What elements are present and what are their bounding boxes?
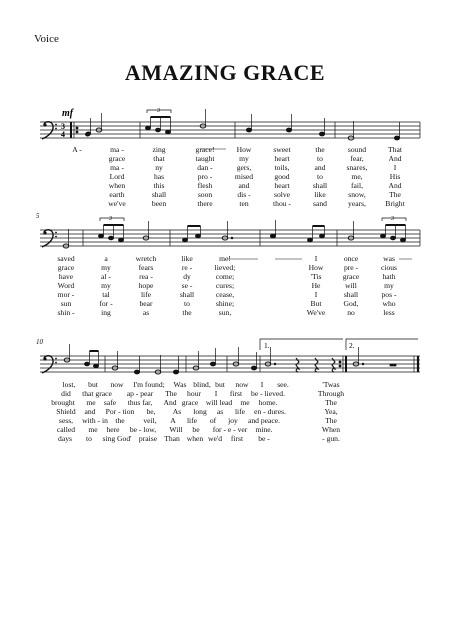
syllable: toils,	[274, 163, 290, 172]
syllable: shin -	[57, 308, 75, 317]
syllable: A -	[72, 145, 82, 154]
syllable: hour	[187, 389, 201, 398]
syllable: mor -	[57, 290, 75, 299]
syllable: Will	[169, 425, 183, 434]
syllable: to	[317, 154, 323, 163]
syllable: safe	[103, 398, 117, 407]
syllable: the	[182, 308, 192, 317]
measure-number-5: 5	[36, 212, 40, 220]
syllable: be -	[258, 434, 270, 443]
syllable: re -	[181, 263, 193, 272]
syllable: When	[321, 425, 341, 434]
syllable: sing God'	[102, 434, 132, 443]
syllable: that grace	[82, 389, 112, 398]
bass-clef-icon	[42, 356, 57, 373]
syllable: my	[101, 281, 111, 290]
measure-number-10: 10	[36, 338, 43, 346]
syllable: And	[388, 181, 402, 190]
syllable: shall	[179, 290, 195, 299]
syllable: I	[314, 254, 318, 263]
syllable: fears	[138, 263, 154, 272]
verse-line	[0, 190, 450, 199]
staff-2-triplet-brackets	[100, 218, 406, 221]
syllable: me	[86, 398, 96, 407]
syllable: That	[388, 145, 402, 154]
syllable: fear,	[350, 154, 364, 163]
syllable: to	[86, 434, 92, 443]
syllable: shall	[151, 190, 167, 199]
syllable: pre -	[343, 263, 359, 272]
syllable: here	[106, 425, 120, 434]
syllable: His	[389, 172, 401, 181]
syllable: me!	[219, 254, 231, 263]
syllable: me	[88, 425, 98, 434]
lyrics-system-3	[0, 380, 450, 444]
syllable: this	[153, 181, 165, 190]
syllable: But	[310, 299, 322, 308]
time-signature-bottom: 4	[61, 130, 65, 139]
syllable: shall	[312, 181, 328, 190]
syllable: I	[393, 163, 397, 172]
syllable: I	[214, 389, 218, 398]
syllable: life	[140, 290, 152, 299]
syllable: blind,	[193, 380, 211, 389]
syllable: long	[193, 407, 207, 416]
syllable: called	[56, 425, 76, 434]
syllable: shall	[343, 290, 359, 299]
syllable: How	[236, 145, 252, 154]
syllable: I'm found;	[133, 380, 165, 389]
staff-1-notes	[85, 109, 400, 140]
syllable: cious	[380, 263, 398, 272]
verse-line	[0, 199, 450, 208]
syllable: be	[192, 425, 200, 434]
syllable: Lord	[109, 172, 125, 181]
syllable: grace!	[195, 145, 215, 154]
staff-1	[40, 122, 420, 138]
syllable: God,	[343, 299, 359, 308]
syllable: shine;	[215, 299, 235, 308]
syllable: my	[384, 281, 394, 290]
syllable: 'Tis	[310, 272, 322, 281]
syllable: be - low,	[129, 425, 157, 434]
syllable: we've	[108, 199, 126, 208]
syllable: dis -	[237, 190, 251, 199]
syllable: thus far,	[127, 398, 153, 407]
syllable: with - in	[82, 416, 108, 425]
syllable: years,	[348, 199, 366, 208]
syllable: my	[239, 154, 249, 163]
syllable: en - dures.	[254, 407, 286, 416]
syllable: for - e - ver	[212, 425, 248, 434]
syllable: ma -	[110, 145, 124, 154]
syllable: solve	[273, 190, 291, 199]
syllable: flesh	[197, 181, 213, 190]
syllable: has	[153, 172, 165, 181]
part-name: Voice	[34, 33, 59, 45]
syllable: The	[389, 190, 401, 199]
syllable: bear	[139, 299, 153, 308]
syllable: mine.	[255, 425, 273, 434]
syllable: wretch	[135, 254, 157, 263]
syllable: home.	[258, 398, 278, 407]
syllable: life	[234, 407, 246, 416]
syllable: taught	[195, 154, 215, 163]
syllable: now	[110, 380, 124, 389]
syllable: Bright	[385, 199, 405, 208]
syllable: grace	[57, 263, 75, 272]
verse-line	[0, 154, 450, 163]
syllable: come;	[215, 272, 235, 281]
syllable: Shield	[56, 407, 76, 416]
syllable: and	[84, 407, 96, 416]
syllable: fail,	[350, 181, 364, 190]
syllable: praise	[138, 434, 158, 443]
syllable: snow,	[348, 190, 366, 199]
dynamic-marking: mf	[62, 108, 74, 119]
syllable: And	[163, 398, 177, 407]
syllable: first	[229, 389, 243, 398]
syllable: we'd	[207, 434, 223, 443]
bass-clef-icon	[42, 122, 57, 139]
syllable: a	[104, 254, 108, 263]
syllable: He	[311, 281, 321, 290]
syllable: 'Twas	[322, 380, 340, 389]
syllable: have	[58, 272, 74, 281]
syllable: se -	[181, 281, 193, 290]
time-signature-top: 3	[61, 122, 65, 131]
syllable: We've	[306, 308, 326, 317]
syllable: when	[186, 434, 204, 443]
syllable: that	[153, 154, 165, 163]
syllable: ny	[155, 163, 163, 172]
syllable: the	[315, 145, 325, 154]
volta-brackets	[260, 339, 418, 350]
syllable: cures;	[215, 281, 235, 290]
volta-2-label: 2.	[349, 341, 355, 350]
triplet-mark: 3	[157, 108, 160, 114]
syllable: ing	[101, 308, 111, 317]
syllable: as	[142, 308, 150, 317]
syllable: pro -	[197, 172, 213, 181]
syllable: once	[343, 254, 359, 263]
syllable: lieved;	[214, 263, 236, 272]
syllable: sand	[313, 199, 327, 208]
syllable: will lead	[205, 398, 233, 407]
syllable: dy	[183, 272, 191, 281]
syllable: no	[347, 308, 355, 317]
staff-2	[40, 230, 420, 246]
syllable: for -	[99, 299, 113, 308]
syllable: Word	[57, 281, 75, 290]
syllable: thou -	[273, 199, 291, 208]
syllable: The	[165, 389, 177, 398]
syllable: earth	[109, 190, 125, 199]
syllable: like	[314, 190, 326, 199]
syllable: grace	[181, 398, 199, 407]
syllable: brought	[51, 398, 75, 407]
syllable: to	[317, 172, 323, 181]
syllable: now	[235, 380, 249, 389]
syllable: Through	[317, 389, 345, 398]
syllable: al -	[101, 272, 111, 281]
syllable: sound	[347, 145, 367, 154]
syllable: soon	[197, 190, 213, 199]
syllable: The	[325, 416, 337, 425]
syllable: but	[88, 380, 98, 389]
lyrics-system-2	[0, 254, 450, 318]
syllable: did	[61, 389, 71, 398]
verse-line	[0, 181, 450, 190]
verse-line	[0, 145, 450, 154]
syllable: and peace.	[247, 416, 281, 425]
syllable: sweet	[273, 145, 291, 154]
syllable: Por - tion	[105, 407, 135, 416]
syllable: ap - pear	[126, 389, 154, 398]
syllable: there	[197, 199, 213, 208]
syllable: hath	[382, 272, 396, 281]
syllable: me,	[351, 172, 363, 181]
volta-1-label: 1.	[264, 341, 270, 350]
syllable: Than	[164, 434, 180, 443]
syllable: sun,	[218, 308, 232, 317]
triplet-mark: 3	[391, 216, 394, 222]
syllable: and	[238, 181, 250, 190]
syllable: life	[186, 416, 198, 425]
syllable: heart	[274, 154, 290, 163]
syllable: snares,	[346, 163, 368, 172]
triplet-mark: 3	[109, 216, 112, 222]
syllable: Yea,	[324, 407, 338, 416]
syllable: to	[184, 299, 190, 308]
syllable: ma -	[110, 163, 124, 172]
lyrics-system-1	[0, 145, 450, 209]
syllable: first	[230, 434, 244, 443]
syllable: I	[260, 380, 264, 389]
syllable: be,	[146, 407, 156, 416]
syllable: grace	[342, 272, 360, 281]
syllable: How	[308, 263, 324, 272]
syllable: As	[172, 407, 182, 416]
syllable: mised	[234, 172, 254, 181]
syllable: of	[209, 416, 217, 425]
syllable: less	[383, 308, 395, 317]
syllable: but	[215, 380, 225, 389]
syllable: days	[58, 434, 72, 443]
syllable: heart	[274, 181, 290, 190]
syllable: who	[382, 299, 396, 308]
syllable: The	[325, 398, 337, 407]
syllable: see.	[277, 380, 289, 389]
syllable: and	[314, 163, 326, 172]
syllable: me	[240, 398, 250, 407]
syllable: zing	[152, 145, 166, 154]
syllable: joy	[228, 416, 238, 425]
page-title: AMAZING GRACE	[124, 60, 326, 85]
syllable: veil,	[143, 416, 157, 425]
syllable: sun	[60, 299, 72, 308]
syllable: hope	[138, 281, 154, 290]
syllable: as	[216, 407, 224, 416]
syllable: cease,	[215, 290, 235, 299]
verse-line	[0, 172, 450, 181]
syllable: been	[151, 199, 167, 208]
syllable: like	[181, 254, 193, 263]
syllable: my	[101, 263, 111, 272]
syllable: I	[314, 290, 318, 299]
syllable: rea -	[139, 272, 153, 281]
verse-line	[0, 163, 450, 172]
syllable: grace	[108, 154, 126, 163]
syllable: good	[274, 172, 290, 181]
syllable: was	[383, 254, 395, 263]
syllable: sess,	[58, 416, 74, 425]
syllable: lost,	[62, 380, 76, 389]
bass-clef-icon	[42, 230, 57, 247]
syllable: will	[345, 281, 357, 290]
syllable: the	[115, 416, 125, 425]
syllable: Was	[173, 380, 187, 389]
syllable: saved	[57, 254, 75, 263]
syllable: be - lieved.	[251, 389, 285, 398]
syllable: A	[170, 416, 176, 425]
syllable: gers,	[236, 163, 252, 172]
syllable: when	[108, 181, 126, 190]
syllable: pos -	[381, 290, 397, 299]
syllable: And	[388, 154, 402, 163]
syllable: - gun.	[322, 434, 340, 443]
syllable: ten	[239, 199, 249, 208]
syllable: tal	[102, 290, 110, 299]
syllable: dan -	[197, 163, 213, 172]
